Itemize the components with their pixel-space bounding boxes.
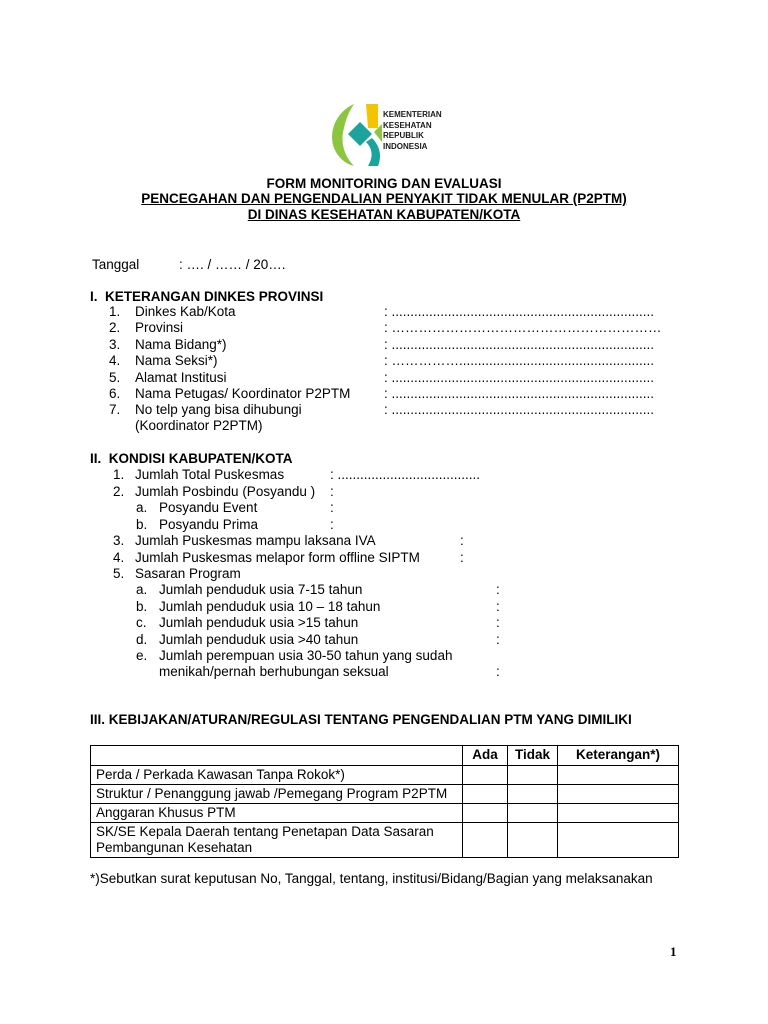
table-cell-item: Struktur / Penanggung jawab /Pemegang Program P2PTM — [91, 785, 463, 804]
s2-subitem-value: : — [496, 615, 500, 630]
s1-item-sublabel: (Koordinator P2PTM) — [135, 418, 263, 433]
date-value: : …. / …… / 20…. — [179, 257, 286, 272]
s1-item-label: Nama Seksi*) — [135, 353, 218, 368]
table-cell-ada[interactable] — [463, 804, 508, 823]
logo-wordmark: KEMENTERIAN KESEHATAN REPUBLIK INDONESIA — [383, 110, 442, 151]
table-cell-item: Perda / Perkada Kawasan Tanpa Rokok*) — [91, 766, 463, 785]
section-1-heading: I. KETERANGAN DINKES PROVINSI — [90, 289, 324, 304]
table-cell-ada[interactable] — [463, 823, 508, 858]
s2-subitem-letter: a. — [136, 582, 148, 597]
s1-item-label: Nama Bidang*) — [135, 337, 227, 352]
table-header-cell: Keterangan*) — [558, 746, 679, 766]
table-row — [91, 804, 679, 823]
table-cell-keterangan[interactable] — [558, 766, 679, 785]
s1-item-num: 3. — [109, 337, 121, 352]
table-cell-keterangan[interactable] — [558, 785, 679, 804]
s2-subitem-label: Jumlah penduduk usia >15 tahun — [159, 615, 359, 630]
table-cell-ada[interactable] — [463, 785, 508, 804]
policy-table — [90, 745, 679, 858]
s2-item-value: : — [460, 533, 464, 548]
s2-item-label: Jumlah Puskesmas mampu laksana IVA — [135, 533, 376, 548]
page-number: 1 — [670, 944, 677, 959]
s1-item-value: : …………….................................................... — [384, 353, 655, 368]
s2-subitem-letter: c. — [136, 615, 147, 630]
section-2-heading: II. KONDISI KABUPATEN/KOTA — [90, 451, 293, 466]
s2-subitem-label: Posyandu Event — [159, 500, 258, 515]
s2-subitem-letter: a. — [136, 500, 148, 515]
s2-item-value: : — [460, 550, 464, 565]
s2-subitem-value: : — [496, 582, 500, 597]
s1-item-label: Alamat Institusi — [135, 370, 227, 385]
date-label: Tanggal — [92, 257, 140, 272]
table-header-cell: Tidak — [508, 746, 558, 766]
s1-item-num: 1. — [109, 304, 121, 319]
table-cell-keterangan[interactable] — [558, 823, 679, 858]
s2-item-num: 3. — [113, 533, 125, 548]
s2-item-num: 4. — [113, 550, 125, 565]
s2-item-label: Jumlah Total Puskesmas — [135, 467, 285, 482]
s2-subitem-letter: b. — [136, 517, 148, 532]
title-line-2: PENCEGAHAN DAN PENGENDALIAN PENYAKIT TIDAK MENULAR (P2PTM) — [141, 191, 627, 206]
s2-subitem-value: : — [496, 599, 500, 614]
s1-item-label: Dinkes Kab/Kota — [135, 304, 236, 319]
s2-subitem-label-cont: menikah/pernah berhubungan seksual — [159, 664, 389, 679]
table-cell-tidak[interactable] — [508, 766, 558, 785]
s2-subitem-label: Jumlah penduduk usia >40 tahun — [159, 632, 359, 647]
s2-subitem-label: Jumlah penduduk usia 7-15 tahun — [159, 582, 363, 597]
table-cell-item: Anggaran Khusus PTM — [91, 804, 463, 823]
table-cell-keterangan[interactable] — [558, 804, 679, 823]
s2-item-value: : ...................................... — [330, 467, 481, 482]
s2-subitem-letter: d. — [136, 632, 148, 647]
table-cell-item: SK/SE Kepala Daerah tentang Penetapan Data Sasaran Pembangunan Kesehatan — [91, 823, 463, 858]
s1-item-value: : ...................................................................... — [384, 337, 655, 352]
table-cell-tidak[interactable] — [508, 823, 558, 858]
s1-item-value: : ...................................................................... — [384, 370, 655, 385]
table-footnote: *)Sebutkan surat keputusan No, Tanggal, tentang, institusi/Bidang/Bagian yang melaksanakan — [90, 871, 653, 886]
s2-subitem-value: : — [496, 632, 500, 647]
s2-subitem-label: Posyandu Prima — [159, 517, 259, 532]
table-row — [91, 823, 679, 858]
s2-subitem-letter: b. — [136, 599, 148, 614]
s1-item-num: 7. — [109, 402, 121, 417]
table-row — [91, 785, 679, 804]
table-header-cell — [91, 746, 463, 766]
table-header-cell: Ada — [463, 746, 508, 766]
s1-item-num: 6. — [109, 386, 121, 401]
s1-item-value: : ...................................................................... — [384, 402, 655, 417]
s2-subitem-label: Jumlah penduduk usia 10 – 18 tahun — [159, 599, 381, 614]
s2-item-value: : — [330, 484, 334, 499]
s2-subitem-value: : — [496, 664, 500, 679]
s2-item-label: Jumlah Posbindu (Posyandu ) — [135, 484, 316, 499]
table-cell-ada[interactable] — [463, 766, 508, 785]
s1-item-value: : ...................................................................... — [384, 386, 655, 401]
s1-item-label: Nama Petugas/ Koordinator P2PTM — [135, 386, 351, 401]
title-line-3: DI DINAS KESEHATAN KABUPATEN/KOTA — [247, 207, 521, 222]
s2-item-label: Jumlah Puskesmas melapor form offline SIPTM — [135, 550, 420, 565]
s2-subitem-value: : — [330, 517, 334, 532]
s2-subitem-letter: e. — [136, 648, 148, 663]
section-3-heading: III. KEBIJAKAN/ATURAN/REGULASI TENTANG PENGENDALIAN PTM YANG DIMILIKI — [90, 712, 632, 727]
s1-item-num: 4. — [109, 353, 121, 368]
s2-subitem-value: : — [330, 500, 334, 515]
s2-item-label: Sasaran Program — [135, 566, 241, 581]
logo-yellow-shape — [366, 104, 378, 128]
s1-item-value: : …………………………………………………… — [384, 320, 662, 335]
s1-item-label: No telp yang bisa dihubungi — [135, 402, 302, 417]
s2-subitem-label: Jumlah perempuan usia 30-50 tahun yang sudah — [159, 648, 453, 663]
s1-item-num: 2. — [109, 320, 121, 335]
table-cell-tidak[interactable] — [508, 804, 558, 823]
s1-item-num: 5. — [109, 370, 121, 385]
s2-item-num: 5. — [113, 566, 125, 581]
s1-item-label: Provinsi — [135, 320, 184, 335]
s1-item-value: : ...................................................................... — [384, 304, 655, 319]
table-row — [91, 766, 679, 785]
table-cell-tidak[interactable] — [508, 785, 558, 804]
logo-teal-arc — [366, 138, 380, 166]
s2-item-num: 1. — [113, 467, 125, 482]
title-line-1: FORM MONITORING DAN EVALUASI — [266, 176, 502, 191]
table-header-row — [91, 746, 679, 766]
s2-item-num: 2. — [113, 484, 125, 499]
